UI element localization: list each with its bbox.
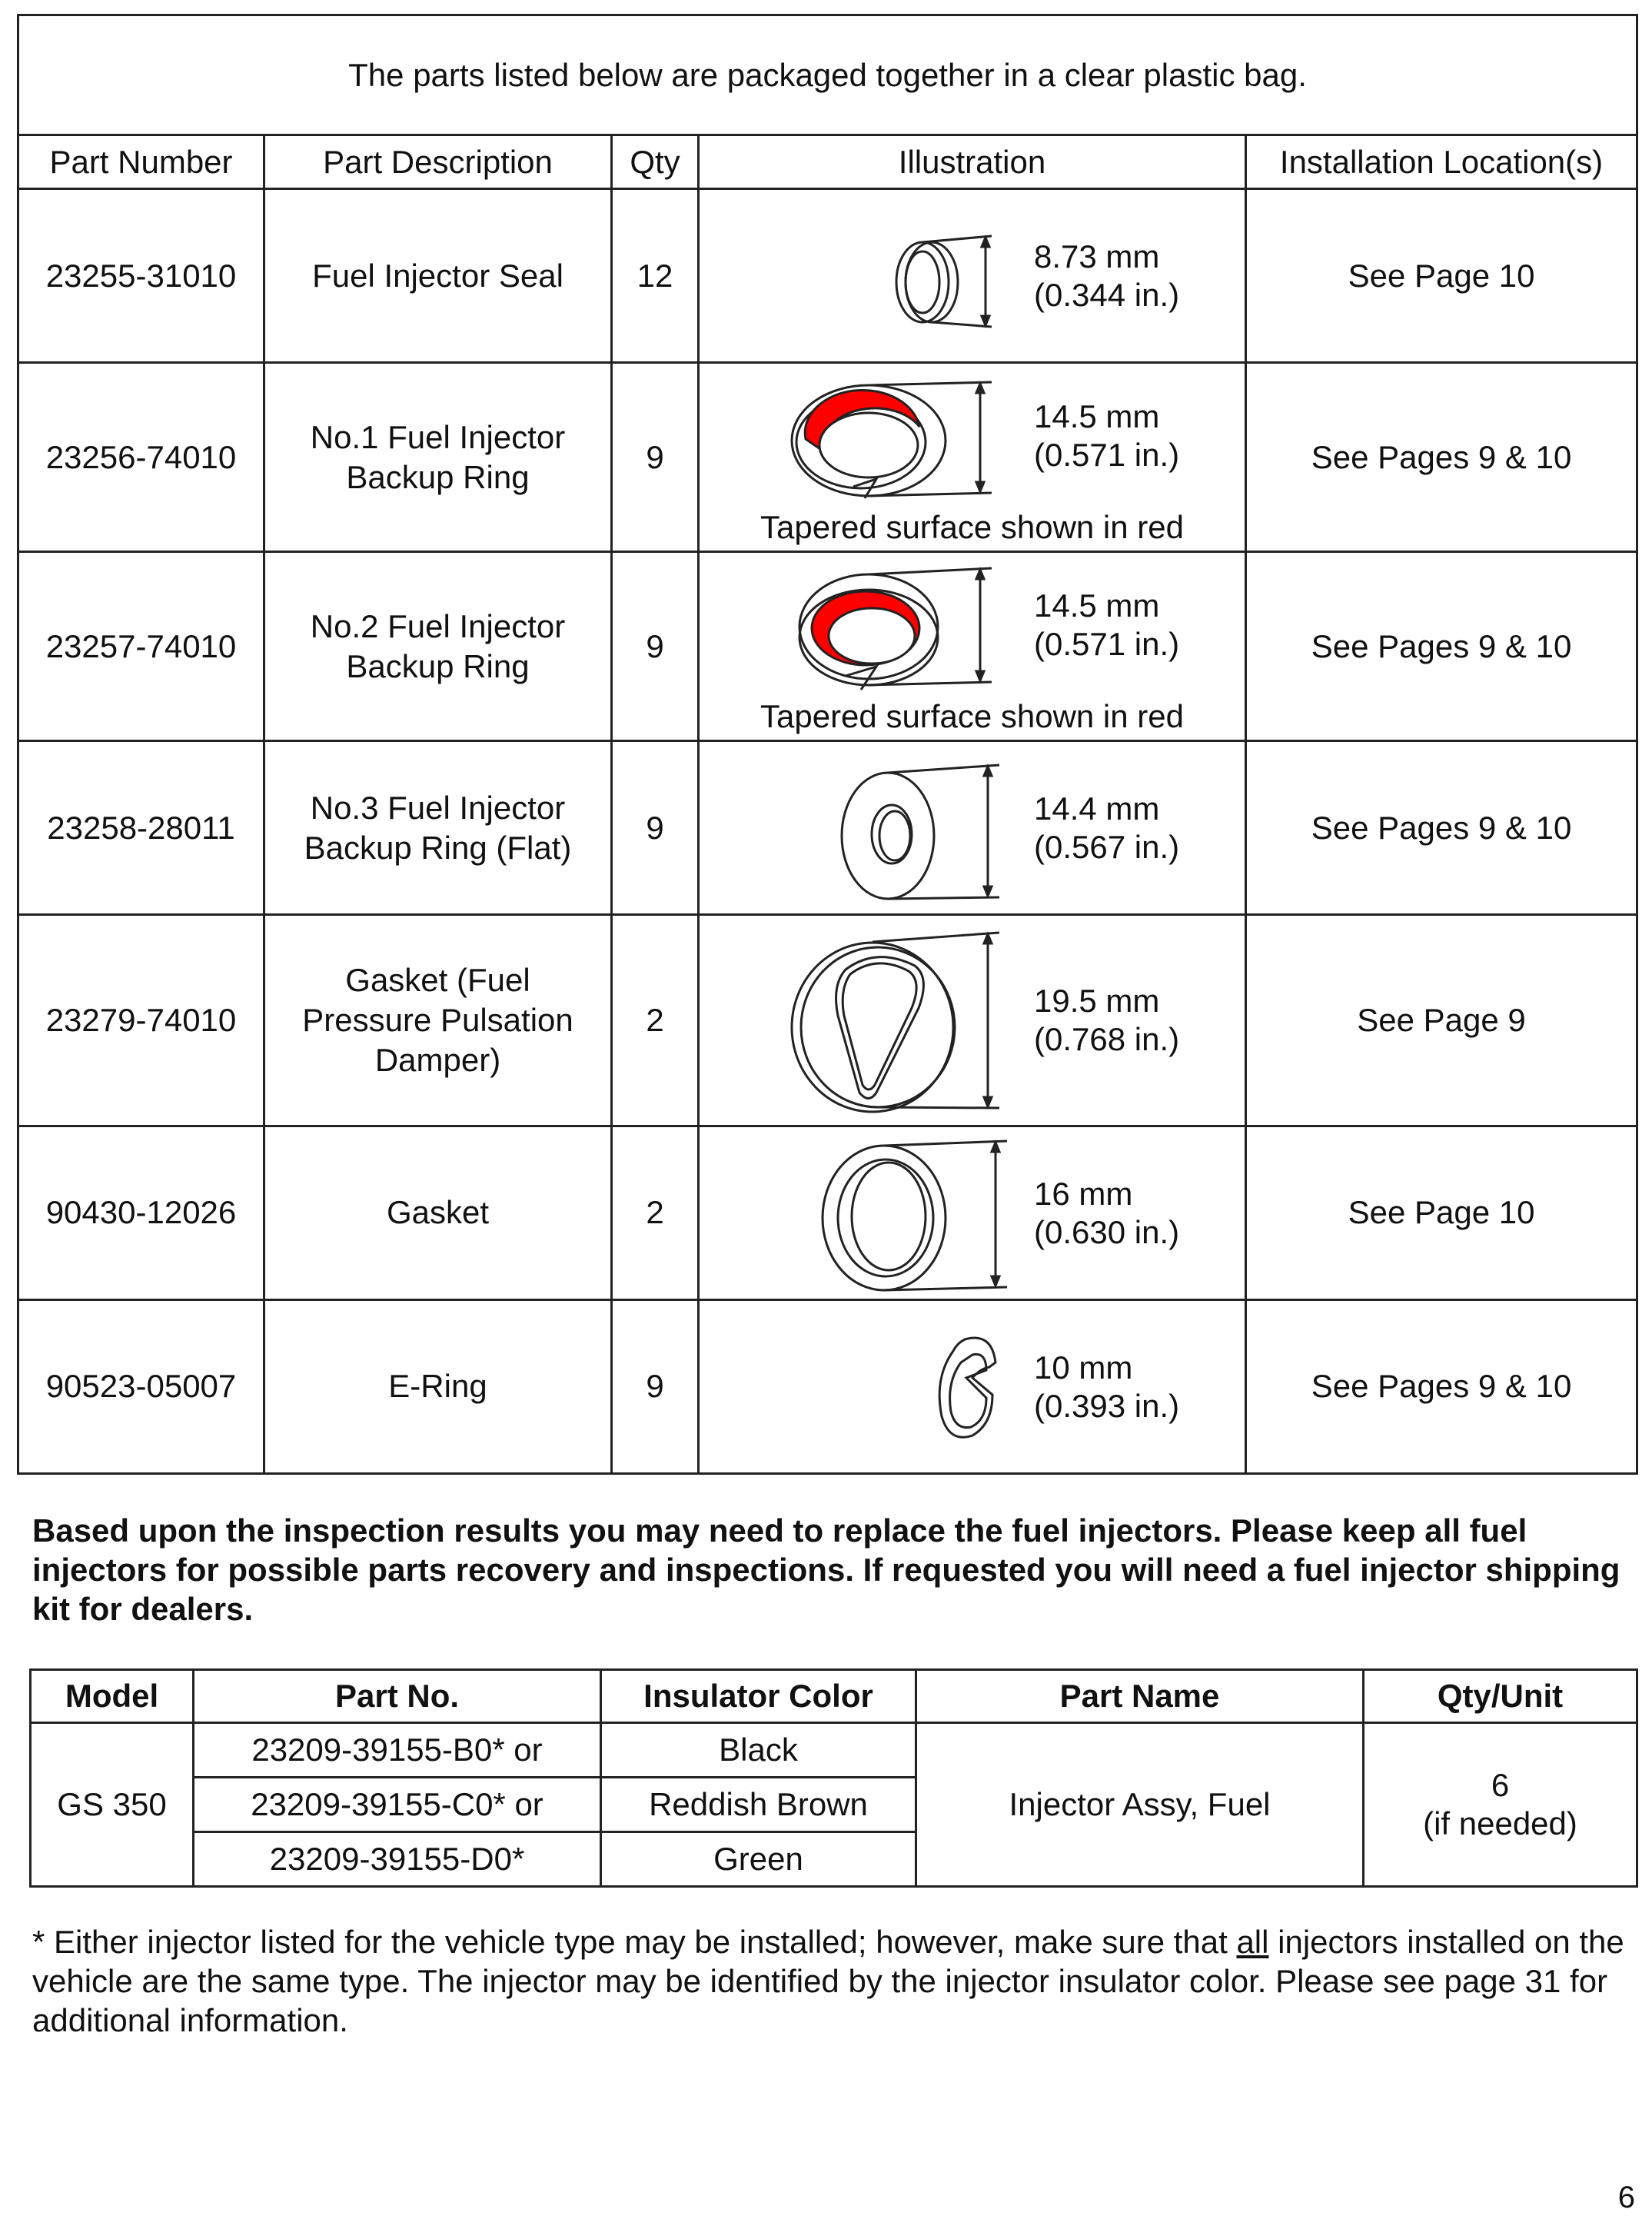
dimension-in: (0.571 in.) — [1034, 437, 1180, 474]
part-qty: 9 — [612, 363, 699, 552]
qty-unit-cell — [1364, 1723, 1637, 1887]
parts-table-caption: The parts listed below are packaged together in a clear plastic bag. — [18, 15, 1637, 135]
injector-table — [29, 1668, 1638, 1888]
page-number: 6 — [1617, 2181, 1635, 2214]
dimension-mm: 8.73 mm — [1034, 238, 1160, 274]
table-row — [18, 1299, 1637, 1473]
dimension-in: (0.768 in.) — [1034, 1021, 1180, 1058]
header-part-description: Part Description — [264, 135, 612, 189]
part-qty: 9 — [612, 552, 699, 741]
injector-part-no: 23209-39155-D0* — [194, 1832, 601, 1887]
table-row — [18, 189, 1637, 363]
part-number: 23257-74010 — [18, 552, 264, 741]
dimension-mm: 19.5 mm — [1034, 983, 1160, 1020]
qty-value: 6 — [1491, 1767, 1510, 1803]
part-description: E-Ring — [264, 1299, 612, 1473]
parts-table — [17, 14, 1638, 1475]
tapered-note: Tapered surface shown in red — [760, 698, 1184, 735]
qty-note: (if needed) — [1423, 1805, 1577, 1841]
dimension-in: (0.567 in.) — [1034, 829, 1180, 866]
parts-table-header — [18, 135, 1637, 189]
installation-location: See Pages 9 & 10 — [1246, 363, 1637, 552]
model-cell: GS 350 — [31, 1723, 194, 1887]
illustration-cell — [699, 363, 1246, 552]
flat-washer-icon — [830, 751, 1030, 905]
part-number: 23255-31010 — [18, 189, 264, 363]
tapered-note: Tapered surface shown in red — [760, 509, 1184, 546]
part-description: No.3 Fuel Injector Backup Ring (Flat) — [264, 741, 612, 915]
part-qty: 9 — [612, 1299, 699, 1473]
part-number: 90523-05007 — [18, 1299, 264, 1473]
installation-location: See Page 10 — [1246, 1126, 1637, 1299]
dimension-mm: 14.5 mm — [1034, 587, 1160, 624]
header-illustration: Illustration — [699, 135, 1246, 189]
injector-part-no: 23209-39155-C0* or — [194, 1778, 601, 1832]
illustration-cell — [699, 741, 1246, 915]
dimension-in: (0.630 in.) — [1034, 1213, 1180, 1250]
table-row — [18, 552, 1637, 741]
dimension-mm: 16 mm — [1034, 1175, 1133, 1212]
part-qty: 12 — [612, 189, 699, 363]
part-description: No.2 Fuel Injector Backup Ring — [264, 552, 612, 741]
illustration-cell — [699, 189, 1246, 363]
header-part-name: Part Name — [916, 1670, 1364, 1723]
part-description: Gasket (Fuel Pressure Pulsation Damper) — [264, 915, 612, 1126]
part-qty: 9 — [612, 741, 699, 915]
dimension-in: (0.393 in.) — [1034, 1387, 1180, 1424]
dimension-in: (0.571 in.) — [1034, 626, 1180, 663]
header-part-no: Part No. — [194, 1670, 601, 1723]
table-row — [18, 915, 1637, 1126]
injector-part-no: 23209-39155-B0* or — [194, 1723, 601, 1778]
backup-ring-red-icon — [784, 371, 1015, 502]
part-number: 23279-74010 — [18, 915, 264, 1126]
table-row — [31, 1723, 1637, 1778]
part-description: Gasket — [264, 1126, 612, 1299]
installation-location: See Page 10 — [1246, 189, 1637, 363]
dimension-in: (0.344 in.) — [1034, 277, 1180, 313]
header-installation-location: Installation Location(s) — [1246, 135, 1637, 189]
header-insulator-color: Insulator Color — [601, 1670, 916, 1723]
installation-location: See Pages 9 & 10 — [1246, 1299, 1637, 1473]
insulator-color: Black — [601, 1723, 916, 1778]
part-qty: 2 — [612, 915, 699, 1126]
injector-table-header — [31, 1670, 1637, 1723]
illustration-cell — [699, 1299, 1246, 1473]
installation-location: See Pages 9 & 10 — [1246, 552, 1637, 741]
table-row — [18, 363, 1637, 552]
illustration-cell — [699, 915, 1246, 1126]
footnote-text-end: injectors installed on the vehicle are the same type. The injector may be identified by the injector insulator color. Please see page 31 for additional information. — [32, 1924, 1624, 2038]
header-qty-unit: Qty/Unit — [1364, 1670, 1637, 1723]
installation-location: See Page 9 — [1246, 915, 1637, 1126]
illustration-cell — [699, 1126, 1246, 1299]
inspection-notice: Based upon the inspection results you may need to replace the fuel injectors. Please keep all fuel injectors for possible parts recovery and inspections. If requested you will need a fuel injector shipping kit for dealers. — [32, 1512, 1620, 1627]
dimension-mm: 14.4 mm — [1034, 790, 1160, 827]
part-number: 90430-12026 — [18, 1126, 264, 1299]
part-description: Fuel Injector Seal — [264, 189, 612, 363]
table-row — [18, 1126, 1637, 1299]
damper-gasket-icon — [784, 923, 1030, 1116]
part-name-cell: Injector Assy, Fuel — [916, 1723, 1364, 1887]
footnote-text: * Either injector listed for the vehicle type may be installed; however, make sure that — [32, 1924, 1237, 1960]
footnote — [32, 1922, 1631, 2040]
dimension-mm: 10 mm — [1034, 1349, 1133, 1386]
header-model: Model — [31, 1670, 194, 1723]
dimension-mm: 14.5 mm — [1034, 398, 1160, 435]
seal-ring-icon — [884, 221, 1038, 336]
part-qty: 2 — [612, 1126, 699, 1299]
part-description: No.1 Fuel Injector Backup Ring — [264, 363, 612, 552]
header-qty: Qty — [612, 135, 699, 189]
e-ring-icon — [919, 1324, 1026, 1447]
insulator-color: Reddish Brown — [601, 1778, 916, 1832]
installation-location: See Pages 9 & 10 — [1246, 741, 1637, 915]
header-part-number: Part Number — [18, 135, 264, 189]
footnote-emphasis: all — [1236, 1924, 1269, 1960]
illustration-cell — [699, 552, 1246, 741]
backup-ring-red-icon — [792, 561, 1022, 691]
part-number: 23258-28011 — [18, 741, 264, 915]
part-number: 23256-74010 — [18, 363, 264, 552]
insulator-color: Green — [601, 1832, 916, 1887]
table-row — [18, 741, 1637, 915]
gasket-icon — [815, 1133, 1045, 1295]
